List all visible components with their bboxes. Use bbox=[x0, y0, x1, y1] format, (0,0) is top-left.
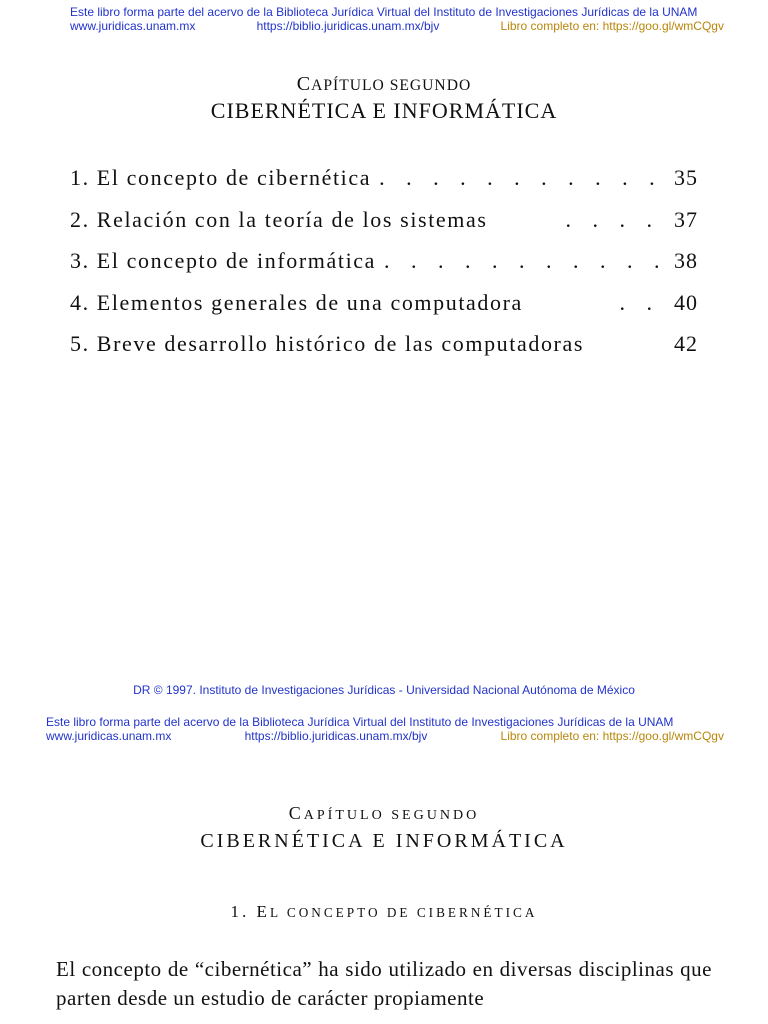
library-notice-text: Este libro forma parte del acervo de la Biblioteca Jurídica Virtual del Instituto de Investigaciones Jurídicas de la UNAM bbox=[70, 5, 698, 19]
toc-leader-dots: . . bbox=[619, 289, 660, 315]
juridicas-site-link[interactable]: www.juridicas.unam.mx bbox=[46, 729, 172, 743]
toc-leader-dots: . . . . . . . . . . . bbox=[384, 248, 668, 273]
toc-page-number: 40 bbox=[674, 289, 698, 315]
chapter-title: CIBERNÉTICA E INFORMÁTICA bbox=[200, 830, 568, 852]
toc-entry[interactable] bbox=[70, 248, 698, 290]
full-book-link[interactable]: Libro completo en: https://goo.gl/wmCQgv bbox=[500, 729, 724, 743]
chapter-title: CIBERNÉTICA E INFORMÁTICA bbox=[210, 98, 558, 123]
toc-entry-text: 2. Relación con la teoría de los sistemas bbox=[70, 206, 488, 232]
toc-page-number: 35 bbox=[674, 165, 698, 190]
toc-entry[interactable] bbox=[70, 331, 698, 373]
chapter-label: CAPÍTULO SEGUNDO bbox=[288, 803, 480, 823]
toc-entry[interactable] bbox=[70, 207, 698, 249]
bjv-url-link[interactable]: https://biblio.juridicas.unam.mx/bjv bbox=[244, 729, 428, 743]
toc-page-number: 38 bbox=[674, 248, 698, 273]
chapter-label: CAPÍTULO SEGUNDO bbox=[296, 73, 472, 95]
table-of-contents bbox=[70, 165, 698, 373]
toc-entry-text: 1. El concepto de cibernética bbox=[70, 165, 372, 190]
full-book-link[interactable]: Libro completo en: https://goo.gl/wmCQgv bbox=[500, 19, 724, 33]
toc-entry-text: 4. Elementos generales de una computadora bbox=[70, 289, 523, 315]
body-paragraph: El concepto de “cibernética” ha sido utilizado en diversas disciplinas que parten desde un estudio de carácter propiamente bbox=[56, 957, 712, 1010]
toc-leader-dots: . . . . . . . . . . . bbox=[379, 165, 663, 190]
copyright-notice: DR © 1997. Instituto de Investigaciones Jurídicas - Universidad Nacional Autónoma de México bbox=[133, 683, 635, 697]
toc-page-number: 37 bbox=[674, 206, 698, 232]
library-notice-header bbox=[70, 5, 724, 33]
toc-entry-text: 3. El concepto de informática bbox=[70, 248, 377, 273]
toc-leader-dots: . . . . bbox=[565, 206, 660, 232]
juridicas-site-link[interactable]: www.juridicas.unam.mx bbox=[70, 19, 196, 33]
bjv-url-link[interactable]: https://biblio.juridicas.unam.mx/bjv bbox=[256, 19, 440, 33]
toc-entry[interactable] bbox=[70, 290, 698, 332]
toc-entry-text: 5. Breve desarrollo histórico de las computadoras bbox=[70, 331, 584, 356]
toc-page-number: 42 bbox=[674, 331, 698, 356]
library-notice-header bbox=[46, 715, 724, 743]
toc-entry[interactable] bbox=[70, 165, 698, 207]
library-notice-text: Este libro forma parte del acervo de la Biblioteca Jurídica Virtual del Instituto de Investigaciones Jurídicas de la UNAM bbox=[46, 715, 674, 729]
section-heading: 1. EL CONCEPTO DE CIBERNÉTICA bbox=[230, 902, 538, 921]
